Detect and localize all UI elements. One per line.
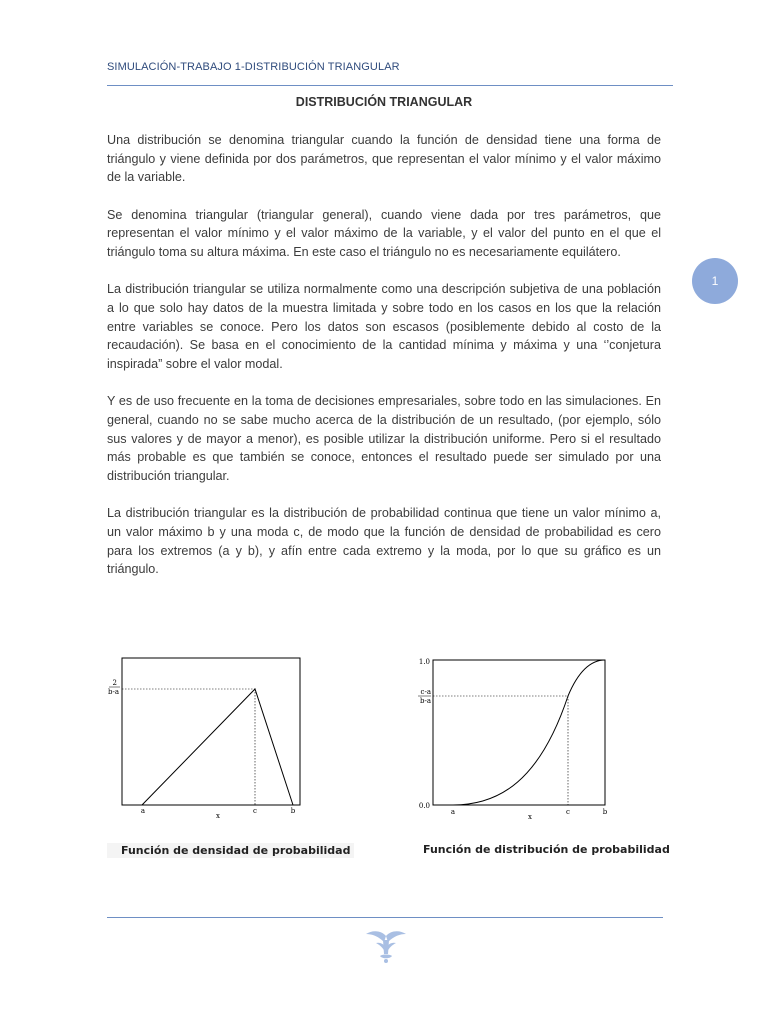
pdf-y-label-den: b-a [107,688,119,696]
cdf-y-label-den: b-a [419,697,431,705]
pdf-y-label-num: 2 [112,679,117,687]
pdf-x-label-a: a [140,807,146,815]
paragraph: Una distribución se denomina triangular cuando la función de densidad tiene una forma de triángulo y viene definida por dos parámetros, que representan el valor mínimo y el valor máximo de la variable. [107,133,661,185]
footer-ornament-icon [364,928,408,964]
running-header: SIMULACIÓN-TRABAJO 1-DISTRIBUCIÓN TRIANGULAR [107,61,400,73]
pdf-x-label-x: x [216,812,220,820]
cdf-caption: Función de distribución de probabilidad [423,843,670,856]
cdf-x-label-a: a [450,808,456,816]
page-number-badge: 1 [692,258,738,304]
pdf-chart [108,658,300,820]
cdf-x-label-x: x [528,813,532,821]
figures-svg [100,650,660,830]
cdf-y-label-top: 1.0 [418,658,430,666]
paragraph: Se denomina triangular (triangular general), cuando viene dada por tres parámetros, que representan el valor mínimo y el valor máximo de la variable, y el valor del punto en el que el triángulo toma su altura máxima. En este caso el triángulo no es necesariamente equilátero. [107,207,661,260]
cdf-plot-frame [433,660,605,805]
cdf-y-label-bottom: 0.0 [418,802,430,810]
document-title: DISTRIBUCIÓN TRIANGULAR [295,95,473,109]
cdf-x-label-c: c [566,808,570,816]
pdf-x-label-b: b [290,807,296,815]
paragraph: La distribución triangular es la distribución de probabilidad continua que tiene un valor mínimo a, un valor máximo b y una moda c, de modo que la función de densidad de probabilidad es cero para los extremos (a y b), y afín entre cada extremo y la moda, por lo que su gráfico es un triángulo. [107,506,661,577]
pdf-caption: Función de densidad de probabilidad [107,843,354,858]
cdf-chart [418,658,608,821]
cdf-x-label-b: b [602,808,608,816]
paragraph: Y es de uso frecuente en la toma de decisiones empresariales, sobre todo en las simulaciones. En general, cuando no se sabe mucho acerca de la distribución de un resultado, (por ejemplo, sólo sus valores y de mayor a menor), es posible utilizar la distribución uniforme. Pero si el resultado más probable es que también se conoce, entonces el resultado puede ser simulado por una distribución triangular. [107,394,661,484]
cdf-distribution-curve [453,660,605,805]
pdf-plot-frame [122,658,300,805]
pdf-x-label-c: c [253,807,257,815]
footer-divider [107,917,663,918]
document-body [107,131,661,598]
paragraph: La distribución triangular se utiliza normalmente como una descripción subjetiva de una población a lo que solo hay datos de la muestra limitada y sobre todo en los casos en los que la relación entre variables se conoce. Pero los datos son escasos (posiblemente debido al costo de la recaudación). Se basa en el conocimiento de la cantidad mínima y máxima y una ‘’conjetura inspirada” sobre el valor modal. [107,282,661,372]
cdf-y-label-num: c-a [420,688,431,696]
header-divider [107,85,673,86]
pdf-density-line [142,689,293,805]
